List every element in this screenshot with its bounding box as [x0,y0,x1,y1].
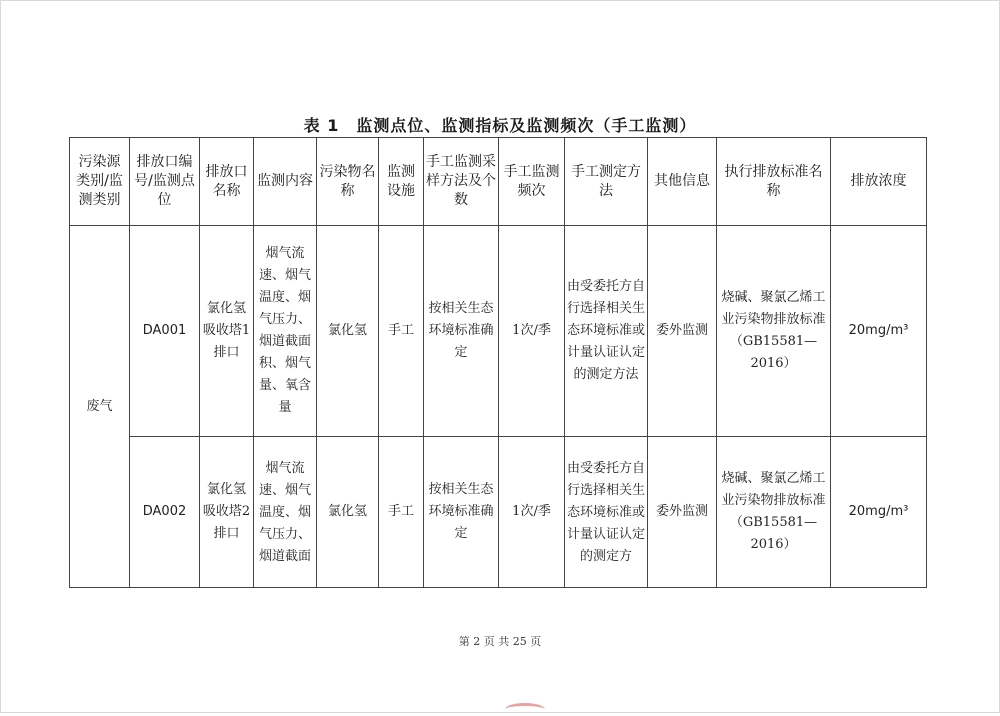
method-cell: 由受委托方自行选择相关生态环境标准或计量认证认定的测定方法 [565,226,648,437]
frequency-cell: 1次/季 [499,226,565,437]
header-cell: 手工测定方法 [565,138,648,226]
header-cell: 排放浓度 [831,138,927,226]
table-row [70,437,927,588]
other-info-cell: 委外监测 [648,437,717,588]
header-cell: 监测设施 [379,138,424,226]
table-row [70,226,927,437]
sampling-cell: 按相关生态环境标准确定 [424,226,499,437]
category-cell: 废气 [70,226,130,588]
outlet-name-cell: 氯化氢吸收塔1排口 [200,226,254,437]
frequency-cell: 1次/季 [499,437,565,588]
standard-cell: 烧碱、聚氯乙烯工业污染物排放标准（GB15581—2016） [717,226,831,437]
standard-cell: 烧碱、聚氯乙烯工业污染物排放标准（GB15581—2016） [717,437,831,588]
facility-cell: 手工 [379,437,424,588]
page-number: 第 2 页 共 25 页 [458,635,542,648]
stamp-edge [505,703,545,716]
header-cell: 执行排放标准名称 [717,138,831,226]
other-info-cell: 委外监测 [648,226,717,437]
content-cell [254,437,317,588]
table-header-row [70,138,927,226]
pollutant-cell: 氯化氢 [317,226,379,437]
pollutant-cell: 氯化氢 [317,437,379,588]
concentration-cell: 20mg/m³ [831,437,927,588]
header-cell: 污染物名称 [317,138,379,226]
header-cell: 污染源类别/监测类别 [70,138,130,226]
sampling-cell: 按相关生态环境标准确定 [424,437,499,588]
content-cell: 烟气流速、烟气温度、烟气压力、烟道截面积、烟气量、氧含量 [254,226,317,437]
table-title: 表 1 监测点位、监测指标及监测频次（手工监测） [303,116,697,135]
header-cell: 手工监测采样方法及个数 [424,138,499,226]
monitoring-table [69,137,927,588]
header-cell: 排放口编号/监测点位 [130,138,200,226]
content-text: 烟气流速、烟气温度、烟气压力、烟道截面 [258,461,311,564]
outlet-id-cell: DA001 [130,226,200,437]
header-cell: 排放口名称 [200,138,254,226]
method-text: 由受委托方自行选择相关生态环境标准或计量认证认定的测定方 [567,461,646,564]
header-cell: 手工监测频次 [499,138,565,226]
facility-cell: 手工 [379,226,424,437]
concentration-cell: 20mg/m³ [831,226,927,437]
outlet-id-cell: DA002 [130,437,200,588]
header-cell: 监测内容 [254,138,317,226]
header-cell: 其他信息 [648,138,717,226]
outlet-name-cell: 氯化氢吸收塔2排口 [200,437,254,588]
method-cell [565,437,648,588]
